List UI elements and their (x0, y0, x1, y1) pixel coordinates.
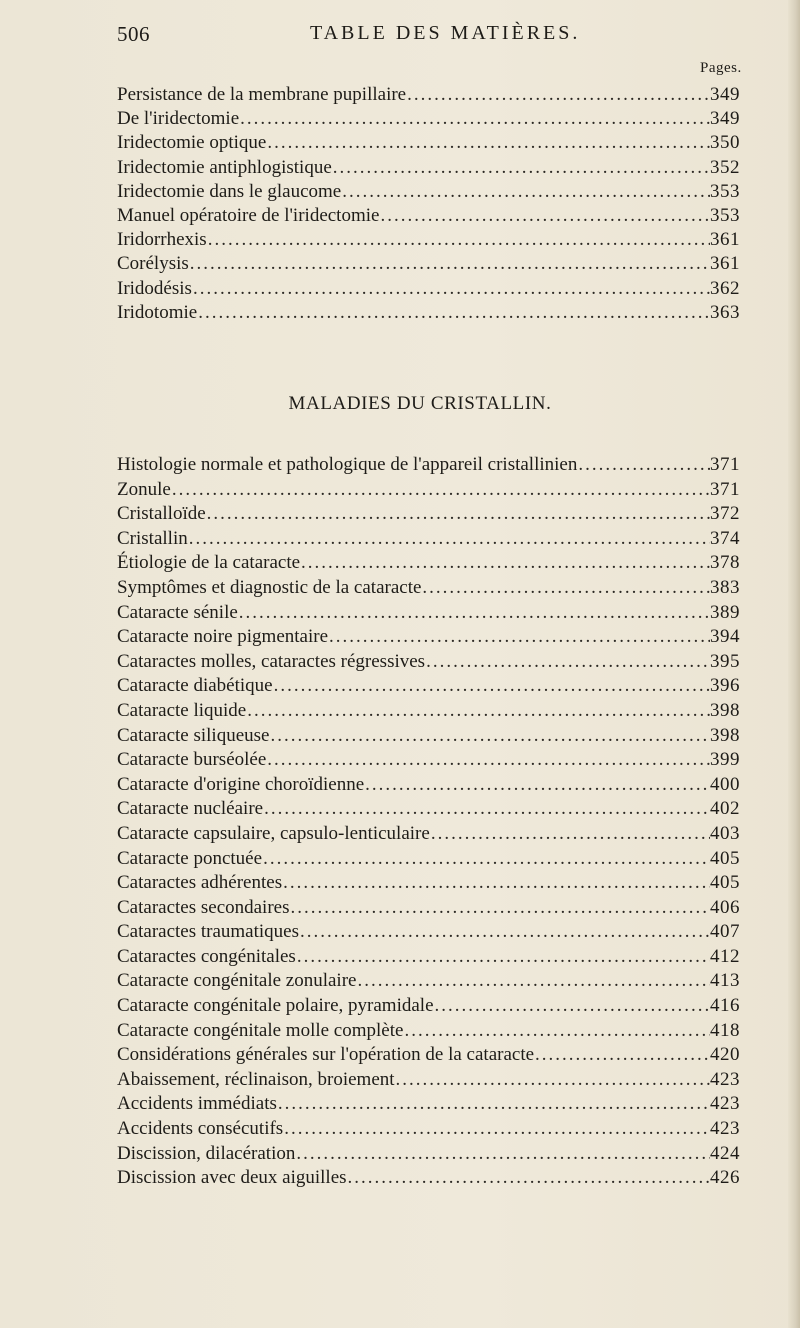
toc-entry-page: 423 (710, 1068, 740, 1090)
dot-leader (246, 700, 710, 722)
dot-leader (430, 823, 710, 845)
toc-entry-title: Cataractes traumatiques (117, 921, 300, 943)
toc-entry-page: 405 (710, 872, 740, 894)
toc-entry-page: 371 (710, 454, 740, 475)
dot-leader (300, 552, 710, 574)
dot-leader (192, 278, 710, 300)
dot-leader (263, 798, 710, 820)
toc-entry (117, 454, 740, 479)
toc-entry (117, 725, 740, 750)
toc-entry (117, 651, 740, 676)
toc-entry-title: Cataractes molles, cataractes régressives (117, 650, 426, 672)
toc-entry-page: 418 (710, 1019, 740, 1041)
toc-entry (117, 181, 740, 205)
toc-entry (117, 1069, 740, 1094)
toc-entry (117, 577, 740, 602)
toc-entry-page: 400 (710, 773, 740, 795)
dot-leader (425, 651, 710, 673)
toc-entry-title: Histologie normale et pathologique de l'appareil cristallinien (117, 454, 578, 475)
toc-entry-page: 420 (710, 1044, 740, 1066)
toc-entry (117, 921, 740, 946)
toc-entry-title: Iridorrhexis (117, 229, 207, 251)
toc-entry-page: 371 (710, 478, 740, 500)
dot-leader (295, 1143, 710, 1165)
toc-entry-title: Zonule (117, 478, 171, 500)
toc-entry-title: Accidents consécutifs (117, 1118, 284, 1140)
toc-entry-title: Cataractes congénitales (117, 945, 296, 967)
toc-entry-title: Corélysis (117, 253, 189, 275)
toc-entry (117, 823, 740, 848)
dot-leader (577, 454, 710, 476)
dot-leader (206, 503, 710, 525)
dot-leader (207, 229, 710, 251)
toc-entry-page: 426 (710, 1167, 740, 1189)
toc-entry-page: 353 (710, 204, 740, 226)
toc-entry-page: 395 (710, 650, 740, 672)
toc-list-crystalline (117, 454, 740, 1192)
dot-leader (356, 970, 710, 992)
toc-entry-page: 394 (710, 626, 740, 648)
toc-entry (117, 946, 740, 971)
toc-entry (117, 503, 740, 528)
dot-leader (290, 897, 711, 919)
toc-entry-page: 398 (710, 724, 740, 746)
section-heading: MALADIES DU CRISTALLIN. (288, 393, 552, 414)
toc-entry-title: Cataracte diabétique (117, 675, 273, 697)
pages-column-label: Pages. (700, 60, 742, 76)
toc-entry-title: Cataracte congénitale molle complète (117, 1019, 404, 1041)
dot-leader (328, 626, 710, 648)
dot-leader (277, 1093, 710, 1115)
dot-leader (282, 872, 710, 894)
toc-entry-title: Iridectomie optique (117, 132, 267, 154)
toc-entry-title: Cataracte congénitale zonulaire (117, 970, 357, 992)
toc-entry-title: Cataracte liquide (117, 699, 247, 721)
toc-entry-page: 405 (710, 847, 740, 869)
toc-entry (117, 798, 740, 823)
dot-leader (299, 921, 710, 943)
toc-entry-title: Cataractes secondaires (117, 896, 290, 918)
toc-entry-title: Persistance de la membrane pupillaire (117, 84, 407, 105)
dot-leader (269, 725, 710, 747)
dot-leader (341, 181, 710, 203)
toc-entry (117, 229, 740, 253)
page-edge (788, 0, 800, 1328)
toc-entry (117, 675, 740, 700)
toc-entry-title: De l'iridectomie (117, 108, 240, 130)
dot-leader (171, 479, 710, 501)
dot-leader (197, 302, 710, 324)
toc-entry-page: 372 (710, 503, 740, 525)
toc-entry-title: Cataracte siliqueuse (117, 724, 270, 746)
toc-entry-title: Iridodésis (117, 277, 192, 299)
toc-entry-title: Iridectomie dans le glaucome (117, 180, 342, 202)
toc-entry (117, 253, 740, 277)
toc-entry (117, 995, 740, 1020)
dot-leader (379, 205, 710, 227)
toc-entry-title: Manuel opératoire de l'iridectomie (117, 204, 380, 226)
toc-entry-page: 399 (710, 749, 740, 771)
toc-entry-page: 352 (710, 156, 740, 178)
dot-leader (273, 675, 710, 697)
toc-entry (117, 626, 740, 651)
toc-entry-page: 403 (710, 822, 740, 844)
toc-entry-title: Iridectomie antiphlogistique (117, 156, 332, 178)
toc-entry (117, 278, 740, 302)
toc-entry (117, 848, 740, 873)
toc-entry-title: Cataracte burséolée (117, 749, 267, 771)
toc-entry (117, 970, 740, 995)
toc-entry-page: 378 (710, 552, 740, 574)
dot-leader (421, 577, 710, 599)
page-number: 506 (117, 22, 150, 46)
toc-entry (117, 1167, 740, 1192)
dot-leader (266, 749, 710, 771)
toc-entry-title: Cataracte sénile (117, 601, 238, 623)
toc-entry (117, 528, 740, 553)
toc-entry-title: Discission, dilacération (117, 1142, 296, 1164)
toc-entry (117, 1118, 740, 1143)
toc-entry-page: 353 (710, 180, 740, 202)
toc-entry-title: Accidents immédiats (117, 1093, 277, 1115)
toc-entry-page: 361 (710, 229, 740, 251)
toc-entry (117, 749, 740, 774)
dot-leader (239, 108, 710, 130)
toc-entry-title: Cristalloïde (117, 503, 206, 525)
dot-leader (434, 995, 710, 1017)
toc-entry-page: 383 (710, 576, 740, 598)
dot-leader (403, 1020, 710, 1042)
dot-leader (395, 1069, 710, 1091)
running-title: TABLE DES MATIÈRES. (310, 22, 581, 44)
toc-entry (117, 1044, 740, 1069)
dot-leader (188, 528, 710, 550)
dot-leader (238, 602, 710, 624)
toc-entry (117, 602, 740, 627)
toc-entry (117, 84, 740, 108)
toc-entry-title: Cataracte capsulaire, capsulo-lenticulaire (117, 822, 430, 844)
dot-leader (296, 946, 710, 968)
toc-entry-page: 402 (710, 798, 740, 820)
toc-entry (117, 1020, 740, 1045)
dot-leader (189, 253, 710, 275)
toc-entry (117, 302, 740, 326)
toc-entry-title: Cristallin (117, 527, 188, 549)
dot-leader (266, 132, 710, 154)
toc-entry-title: Cataracte congénitale polaire, pyramidale (117, 995, 434, 1017)
toc-entry (117, 1143, 740, 1168)
toc-entry-page: 407 (710, 921, 740, 943)
toc-entry-title: Étiologie de la cataracte (117, 552, 301, 574)
toc-entry (117, 1093, 740, 1118)
toc-entry (117, 872, 740, 897)
dot-leader (364, 774, 710, 796)
toc-entry-title: Symptômes et diagnostic de la cataracte (117, 576, 422, 598)
toc-entry-page: 350 (710, 132, 740, 154)
dot-leader (406, 84, 710, 106)
toc-entry-page: 361 (710, 253, 740, 275)
toc-entry-page: 362 (710, 277, 740, 299)
dot-leader (262, 848, 710, 870)
toc-entry-title: Cataracte nucléaire (117, 798, 264, 820)
toc-entry-page: 423 (710, 1093, 740, 1115)
toc-entry (117, 552, 740, 577)
toc-entry-page: 389 (710, 601, 740, 623)
toc-entry-title: Cataracte d'origine choroïdienne (117, 773, 365, 795)
dot-leader (347, 1167, 710, 1189)
toc-entry-title: Cataracte noire pigmentaire (117, 626, 329, 648)
toc-entry (117, 774, 740, 799)
toc-entry-page: 416 (710, 995, 740, 1017)
toc-entry (117, 157, 740, 181)
toc-entry-title: Cataracte ponctuée (117, 847, 263, 869)
toc-entry (117, 132, 740, 156)
toc-entry (117, 700, 740, 725)
toc-list-iris (117, 84, 740, 326)
toc-entry-page: 363 (710, 301, 740, 323)
toc-entry-title: Iridotomie (117, 301, 198, 323)
toc-entry (117, 897, 740, 922)
toc-entry-title: Discission avec deux aiguilles (117, 1167, 347, 1189)
toc-entry-page: 398 (710, 699, 740, 721)
toc-entry-page: 349 (710, 108, 740, 130)
toc-entry (117, 205, 740, 229)
toc-entry-page: 374 (710, 527, 740, 549)
toc-entry-title: Cataractes adhérentes (117, 872, 283, 894)
toc-entry (117, 108, 740, 132)
dot-leader (283, 1118, 710, 1140)
toc-entry (117, 479, 740, 504)
toc-entry-page: 424 (710, 1142, 740, 1164)
toc-entry-title: Considérations générales sur l'opération de la cataracte (117, 1044, 535, 1066)
page-header (117, 22, 797, 52)
toc-entry-page: 396 (710, 675, 740, 697)
toc-entry-page: 349 (710, 84, 740, 105)
toc-entry-page: 413 (710, 970, 740, 992)
dot-leader (534, 1044, 710, 1066)
toc-entry-page: 423 (710, 1118, 740, 1140)
toc-entry-page: 406 (710, 896, 740, 918)
toc-entry-title: Abaissement, réclinaison, broiement (117, 1068, 395, 1090)
dot-leader (332, 157, 710, 179)
toc-entry-page: 412 (710, 945, 740, 967)
